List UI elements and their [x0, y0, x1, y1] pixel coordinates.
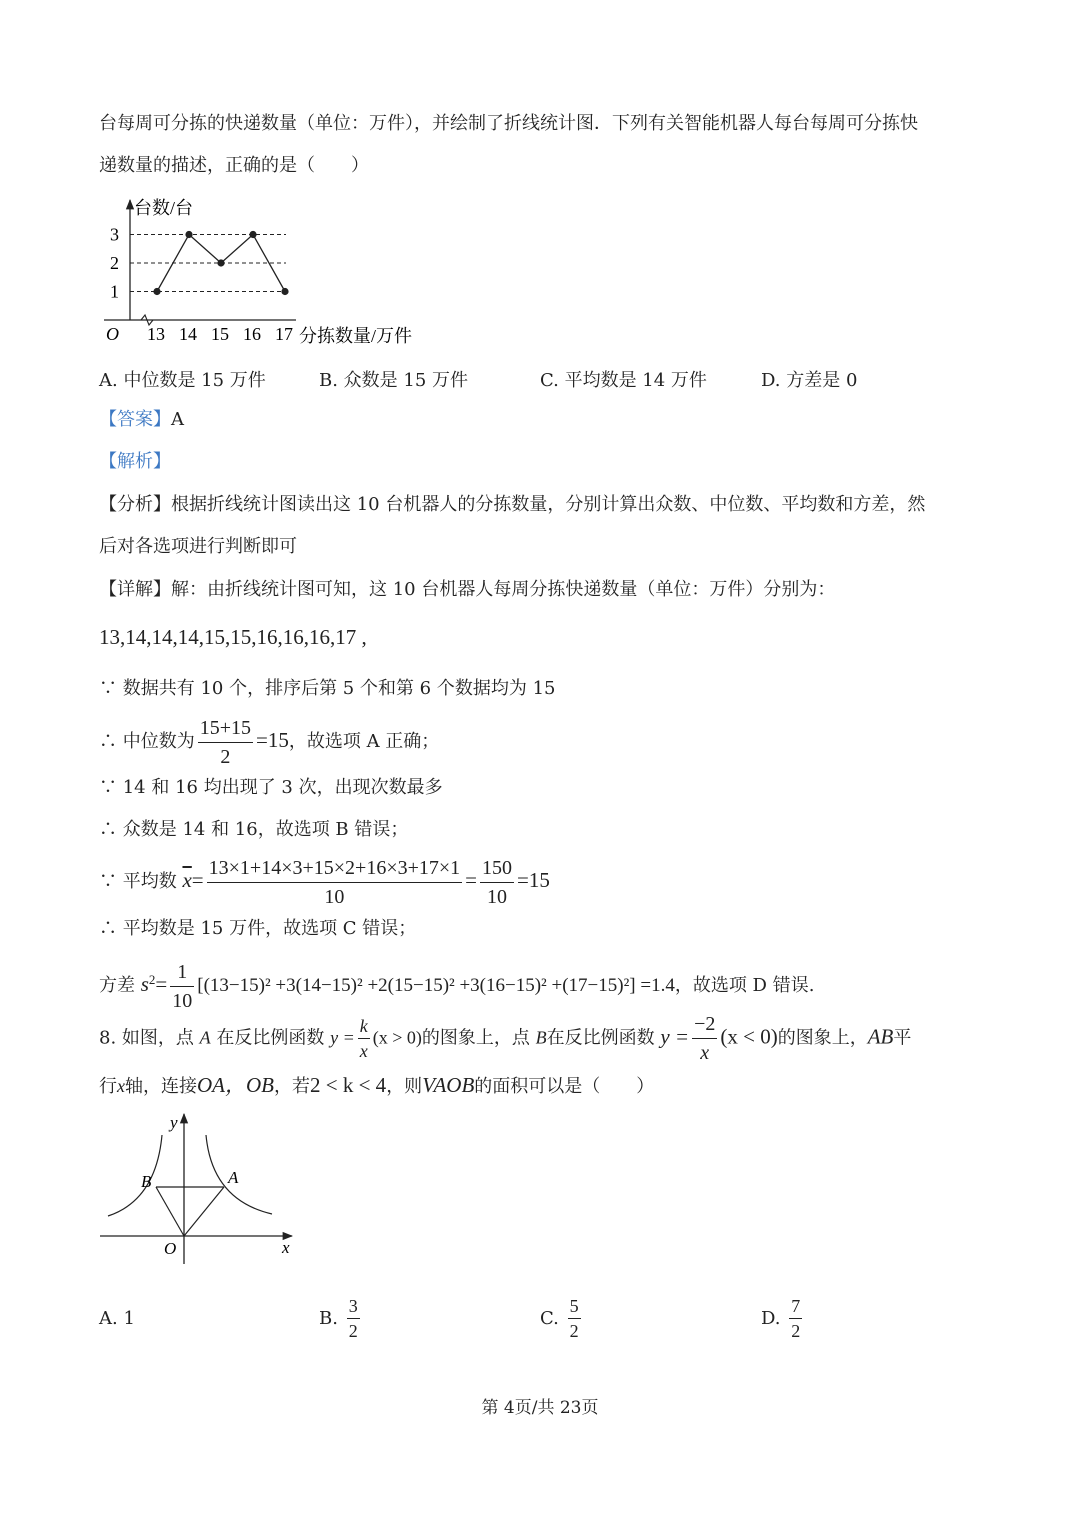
chart-y-axis-label: 台数/台	[134, 198, 194, 218]
chart-y-tick-label: 2	[110, 253, 119, 273]
var-den: 10	[172, 989, 193, 1012]
q8-segment-ob	[156, 1187, 184, 1236]
s2-pre: ∴ 中位数为	[99, 731, 195, 752]
q8-c-fraction	[568, 1294, 581, 1343]
detail-s5: ∵ 平均数 $\overline{x}=$ $\frac{13\times 1+14\times 3+15\times 2+16\times 3+17\times 1}{10}$ = $\frac{150}{10}$ =15	[99, 852, 550, 911]
s2-post: =15	[256, 728, 289, 752]
chart-x-tick-label: 14	[179, 324, 197, 344]
f1-num: k	[358, 1014, 370, 1039]
q7-option-c: C. 平均数是 14 万件	[540, 370, 707, 391]
fenxi-label: 【分析】	[99, 494, 171, 515]
mean-den2: 10	[487, 885, 507, 908]
q8-cond: 2 < k < 4	[310, 1073, 387, 1097]
q8-end1: 平	[893, 1027, 912, 1049]
chart-x-tick-label: 16	[243, 324, 261, 344]
q8-segment-oa	[184, 1187, 224, 1236]
chart-origin-label: O	[106, 324, 119, 344]
q8-mid3: 在反比例函数	[546, 1027, 655, 1049]
xbar: $\overline{x}$	[182, 868, 192, 892]
answer-line	[99, 408, 184, 432]
q8-x: x	[117, 1076, 125, 1096]
detail-s6: ∴ 平均数是 15 万件，故选项 C 错误；	[99, 918, 417, 939]
mean-fraction2	[480, 854, 514, 911]
chart-x-tick-label: 13	[147, 324, 165, 344]
q7-option-b: B. 众数是 15 万件	[319, 370, 469, 391]
f1-fraction	[358, 1014, 370, 1063]
s7-s: s	[140, 972, 149, 996]
q8-label-o: O	[164, 1239, 177, 1258]
f2-num: −2	[692, 1010, 717, 1039]
detail-text1: 解：由折线统计图可知，这 10 台机器人每周分拣快递数量（单位：万件）分别为：	[171, 579, 836, 600]
var-fraction	[170, 958, 194, 1015]
q7-stem-line1: 台每周可分拣的快递数量（单位：万件），并绘制了折线统计图．下列有关智能机器人每台每周可分拣快	[99, 113, 918, 134]
q8-b-label: B.	[319, 1308, 338, 1329]
chart-data-point	[249, 231, 256, 238]
q7-stem-line2: 递数量的描述，正确的是（ ）	[99, 155, 369, 176]
q8-b-fraction	[347, 1294, 360, 1343]
q8-b-num: 3	[347, 1294, 360, 1319]
chart-data-point	[217, 259, 224, 266]
q8-line1	[99, 1010, 911, 1067]
mean-den: 10	[324, 885, 345, 908]
s5-pre: ∵ 平均数	[99, 871, 177, 892]
f1-cond: (x > 0)	[372, 1027, 422, 1048]
chart-data-point	[281, 288, 288, 295]
q8-pre: 8. 如图，点	[99, 1027, 194, 1049]
q8-l2-then: ，则	[386, 1076, 423, 1097]
q7-option-d: D. 方差是 0	[761, 370, 858, 391]
var-num: 1	[170, 958, 194, 987]
s7-pre: 方差	[99, 975, 135, 996]
q8-b-den: 2	[348, 1321, 358, 1341]
chart-x-tick-label: 17	[275, 324, 293, 344]
q8-label-a: A	[228, 1168, 239, 1187]
q8-triangle: VAOB	[422, 1073, 475, 1097]
chart-x-tick-label: 15	[211, 324, 229, 344]
f2-fraction	[692, 1010, 717, 1067]
s5-eq: =	[191, 868, 204, 892]
f2-den: x	[700, 1042, 710, 1064]
fenxi-line1	[99, 493, 925, 517]
q8-line2	[99, 1073, 654, 1099]
q8-c-num: 5	[568, 1294, 581, 1319]
q8-curve-right	[206, 1135, 272, 1214]
q8-ab: AB	[867, 1024, 894, 1049]
q8-option-d	[761, 1294, 805, 1343]
f1-y: y =	[330, 1027, 355, 1048]
page-footer: 第 4页/共 23页	[481, 1398, 599, 1418]
q8-label-x: x	[282, 1238, 290, 1257]
f2-cond: (x < 0)	[720, 1024, 778, 1049]
chart-y-tick-label: 3	[110, 224, 119, 245]
analysis-line	[99, 450, 171, 474]
q8-d-den: 2	[791, 1321, 801, 1341]
chart-data-point	[153, 288, 160, 295]
var-body: [(13−15)² +3(14−15)² +2(15−15)² +3(16−15)² +(17−15)²] =1.4	[197, 975, 675, 996]
q8-option-a: A. 1	[99, 1308, 135, 1329]
q8-figure	[96, 1108, 306, 1268]
mean-num: 13×1+14×3+15×2+16×3+17×1	[207, 854, 463, 883]
q7-option-a: A. 中位数是 15 万件	[99, 370, 266, 391]
q8-l2-if: ，若	[274, 1076, 310, 1097]
q8-point-a: A	[199, 1027, 211, 1048]
detail-s3: ∵ 14 和 16 均出现了 3 次，出现次数最多	[99, 777, 443, 798]
answer-label: 【答案】	[99, 409, 171, 430]
f1-den: x	[359, 1041, 368, 1061]
q8-l2-mid: 轴，连接	[125, 1076, 197, 1097]
data-list: 13,14,14,14,15,15,16,16,16,17 ,	[99, 625, 367, 649]
chart-data-point	[185, 231, 192, 238]
q8-label-y: y	[170, 1113, 178, 1132]
detail-s4: ∴ 众数是 14 和 16，故选项 B 错误；	[99, 819, 409, 840]
q8-option-b	[319, 1294, 363, 1343]
q8-label-b: B	[141, 1172, 152, 1191]
q8-d-num: 7	[789, 1294, 802, 1319]
q8-oa-ob: OA，OB	[197, 1073, 274, 1097]
median-fraction	[198, 714, 253, 771]
s7-eq: =	[155, 972, 168, 996]
detail-label: 【详解】	[99, 579, 171, 600]
q8-mid2: 的图象上，点	[421, 1027, 530, 1049]
q8-l2-pre: 行	[99, 1076, 117, 1097]
s2-tail: ，故选项 A 正确；	[288, 731, 440, 752]
q8-option-c	[540, 1294, 584, 1343]
chart-y-tick-label: 1	[110, 281, 119, 302]
detail-s7	[99, 952, 814, 1015]
mean-num2: 150	[480, 854, 514, 883]
q8-c-den: 2	[569, 1321, 579, 1341]
detail-s2	[99, 712, 439, 771]
fenxi-text1: 根据折线统计图读出这 10 台机器人的分拣数量，分别计算出众数、中位数、平均数和方差，然	[171, 494, 926, 515]
detail-line1	[99, 578, 835, 602]
s7-tail: ，故选项 D 错误.	[674, 975, 815, 996]
q7-line-chart	[96, 192, 436, 352]
f2-y: y =	[660, 1024, 690, 1049]
q8-c-label: C.	[540, 1308, 559, 1329]
q8-mid4: 的图象上，	[777, 1027, 868, 1049]
fenxi-line2: 后对各选项进行判断即可	[99, 536, 297, 557]
q8-l2-end: 的面积可以是（ ）	[474, 1076, 655, 1097]
q8-mid1: 在反比例函数	[216, 1027, 325, 1049]
s7-sup: 2	[148, 972, 156, 987]
analysis-label: 【解析】	[99, 451, 171, 472]
q8-curve-left	[108, 1135, 162, 1216]
answer-value: A	[171, 409, 184, 430]
chart-x-axis-label: 分拣数量/万件	[299, 326, 413, 346]
q8-d-label: D.	[761, 1308, 781, 1329]
median-den: 2	[220, 745, 231, 768]
mean-fraction	[207, 854, 463, 911]
s5-post: =15	[517, 868, 550, 892]
q8-point-b: B	[535, 1027, 547, 1048]
detail-s1: ∵ 数据共有 10 个，排序后第 5 个和第 6 个数据均为 15	[99, 678, 556, 699]
median-num: 15+15	[198, 714, 253, 743]
q8-d-fraction	[789, 1294, 802, 1343]
